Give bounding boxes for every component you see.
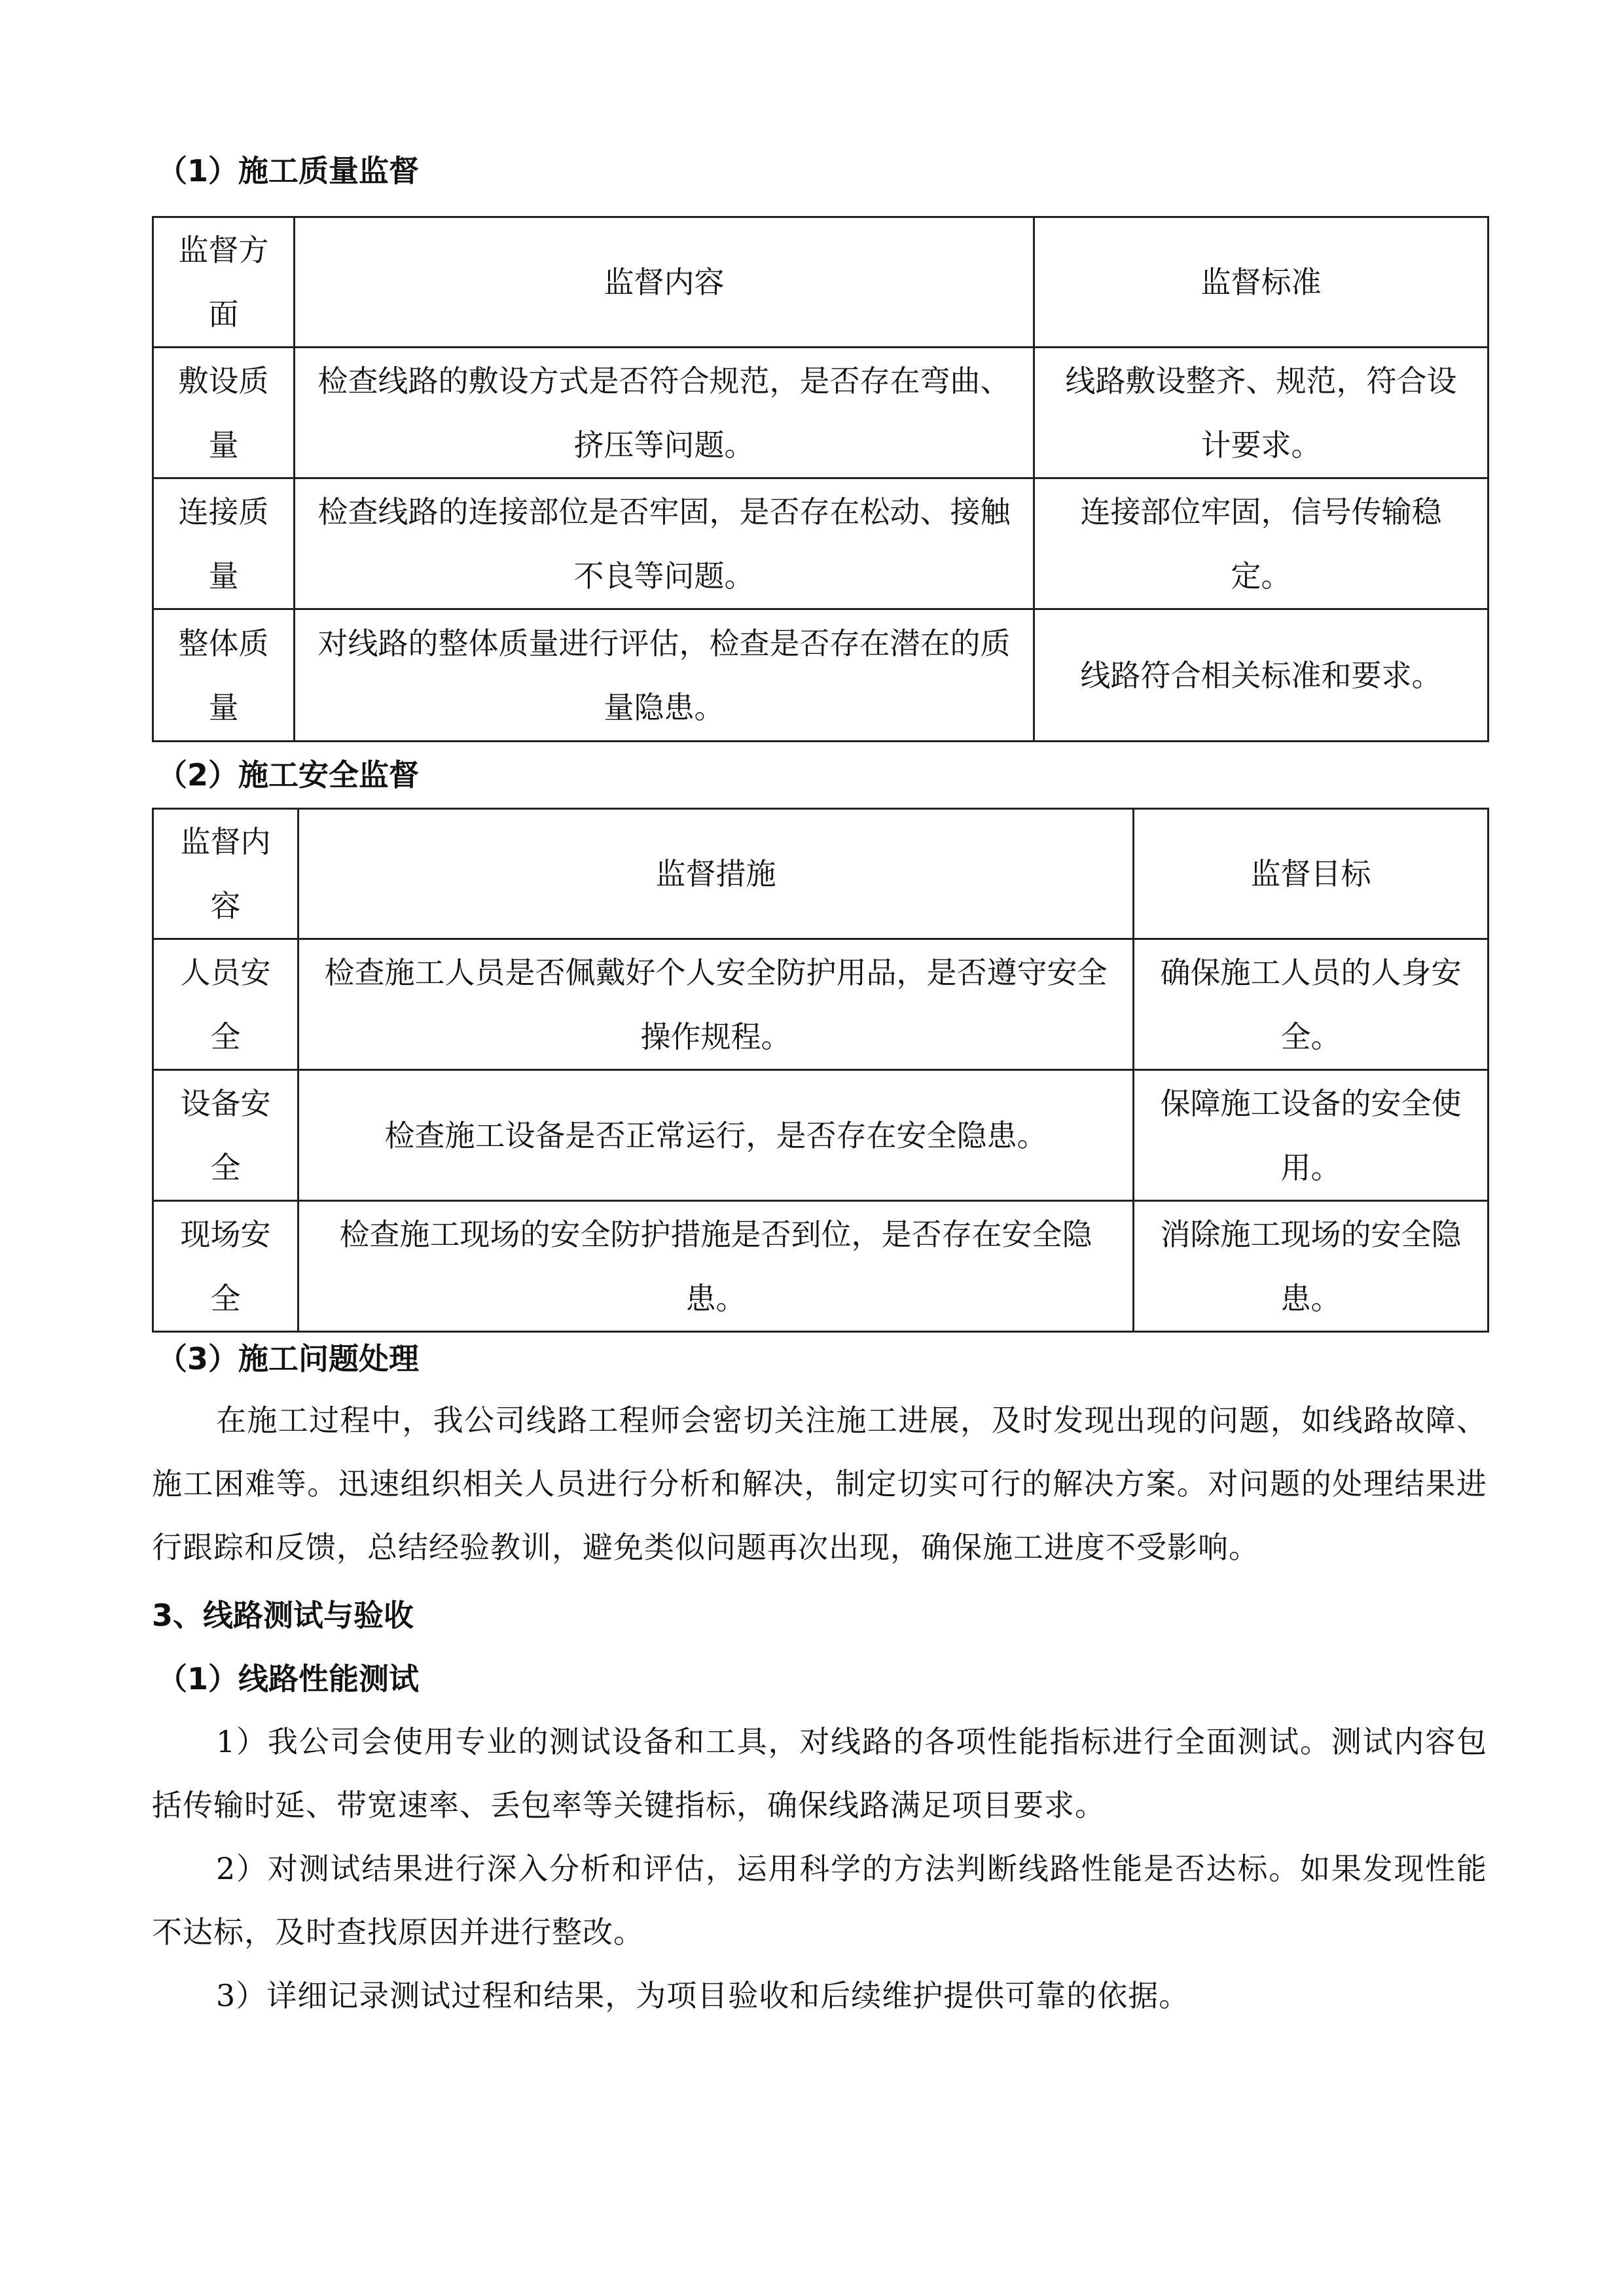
table-cell: 对线路的整体质量进行评估，检查是否存在潜在的质量隐患。 <box>295 609 1034 742</box>
section-safety-title: （2）施工安全监督 <box>157 757 420 793</box>
header-cell: 监督标准 <box>1034 217 1489 348</box>
table-row <box>153 1201 1489 1332</box>
list-item: 3）详细记录测试过程和结果，为项目验收和后续维护提供可靠的依据。 <box>216 1978 1190 2013</box>
table-cell: 整体质量 <box>153 609 295 742</box>
table-cell: 线路符合相关标准和要求。 <box>1034 609 1489 742</box>
table-cell: 线路敷设整齐、规范，符合设计要求。 <box>1034 348 1489 478</box>
table-cell: 人员安全 <box>153 939 298 1070</box>
list-item: 2）对测试结果进行深入分析和评估，运用科学的方法判断线路性能是否达标。如果发现性能不达标，及时查找原因并进行整改。 <box>152 1851 1487 1950</box>
table-cell: 保障施工设备的安全使用。 <box>1134 1070 1489 1201</box>
table-row <box>153 348 1489 478</box>
table-cell: 消除施工现场的安全隐患。 <box>1134 1201 1489 1332</box>
quality-table <box>152 216 1489 742</box>
header-cell: 监督措施 <box>298 809 1134 939</box>
table-cell: 检查施工设备是否正常运行，是否存在安全隐患。 <box>298 1070 1134 1201</box>
table-header-row <box>153 217 1489 348</box>
safety-table <box>152 808 1489 1333</box>
section-issue-title: （3）施工问题处理 <box>157 1341 420 1376</box>
table-cell: 设备安全 <box>153 1070 298 1201</box>
table-row <box>153 939 1489 1070</box>
table-row <box>153 478 1489 609</box>
header-cell: 监督目标 <box>1134 809 1489 939</box>
table-cell: 连接部位牢固，信号传输稳定。 <box>1034 478 1489 609</box>
issue-paragraph: 在施工过程中，我公司线路工程师会密切关注施工进展，及时发现出现的问题，如线路故障、施工困难等。迅速组织相关人员进行分析和解决，制定切实可行的解决方案。对问题的处理结果进行跟踪和反馈，总结经验教训，避免类似问题再次出现，确保施工进度不受影响。 <box>152 1403 1487 1565</box>
header-cell: 监督方面 <box>153 217 295 348</box>
document-page <box>152 151 1487 2028</box>
header-cell: 监督内容 <box>295 217 1034 348</box>
table-row <box>153 1070 1489 1201</box>
table-cell: 现场安全 <box>153 1201 298 1332</box>
table-header-row <box>153 809 1489 939</box>
table-cell: 检查线路的敷设方式是否符合规范，是否存在弯曲、挤压等问题。 <box>295 348 1034 478</box>
table-cell: 确保施工人员的人身安全。 <box>1134 939 1489 1070</box>
table-cell: 敷设质量 <box>153 348 295 478</box>
header-cell: 监督内容 <box>153 809 298 939</box>
section-testing-title: 3、线路测试与验收 <box>152 1598 414 1633</box>
table-cell: 检查线路的连接部位是否牢固，是否存在松动、接触不良等问题。 <box>295 478 1034 609</box>
subsection-performance-title: （1）线路性能测试 <box>157 1661 420 1696</box>
table-row <box>153 609 1489 742</box>
table-cell: 检查施工人员是否佩戴好个人安全防护用品，是否遵守安全操作规程。 <box>298 939 1134 1070</box>
section-quality-title: （1）施工质量监督 <box>157 153 420 188</box>
list-item: 1）我公司会使用专业的测试设备和工具，对线路的各项性能指标进行全面测试。测试内容包括传输时延、带宽速率、丢包率等关键指标，确保线路满足项目要求。 <box>152 1724 1487 1823</box>
table-cell: 连接质量 <box>153 478 295 609</box>
table-cell: 检查施工现场的安全防护措施是否到位，是否存在安全隐患。 <box>298 1201 1134 1332</box>
